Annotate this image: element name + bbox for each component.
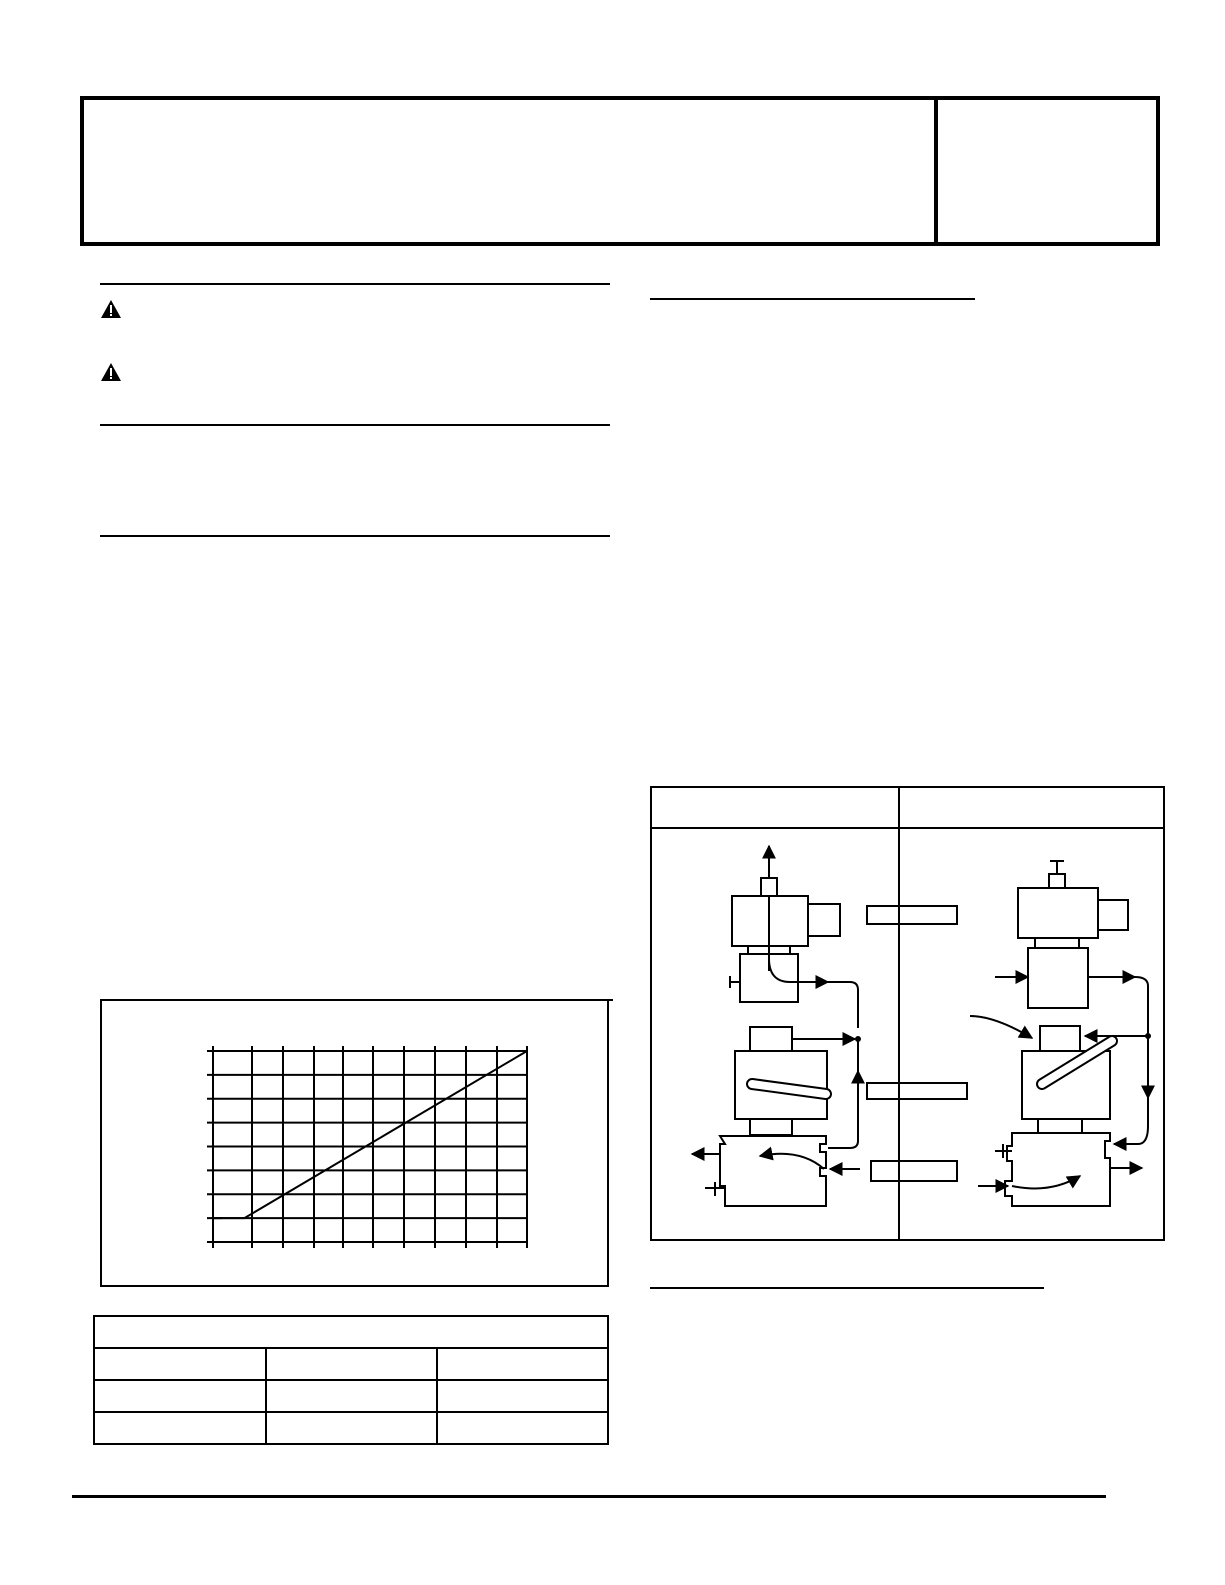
table-row-divider (95, 1347, 607, 1349)
warning-2 (100, 362, 122, 387)
warning-triangle-icon (100, 299, 122, 319)
table-row-divider (95, 1411, 607, 1413)
diagram-label-box-2 (867, 1083, 967, 1099)
table-row-divider (95, 1379, 607, 1381)
footer-rule (72, 1495, 1106, 1498)
section-rule-warnings (100, 283, 610, 285)
section-rule-right-1 (650, 298, 975, 300)
table-col-divider (436, 1349, 438, 1443)
line-chart (100, 999, 609, 1287)
left-valve (692, 846, 860, 1206)
section-rule-2 (100, 424, 610, 426)
table-col-divider (265, 1349, 267, 1443)
header-divider (934, 96, 938, 246)
series-line (213, 1051, 527, 1218)
valve-diagram (650, 786, 1165, 1241)
section-rule-3 (100, 535, 610, 537)
data-table (93, 1315, 609, 1445)
warning-1 (100, 299, 122, 324)
header-frame (80, 96, 1160, 246)
diagram-label-box-3 (871, 1161, 957, 1181)
section-rule-right-2 (650, 1287, 1044, 1289)
right-valve (970, 861, 1150, 1206)
diagram-label-box-1 (867, 906, 957, 924)
warning-triangle-icon (100, 362, 122, 382)
